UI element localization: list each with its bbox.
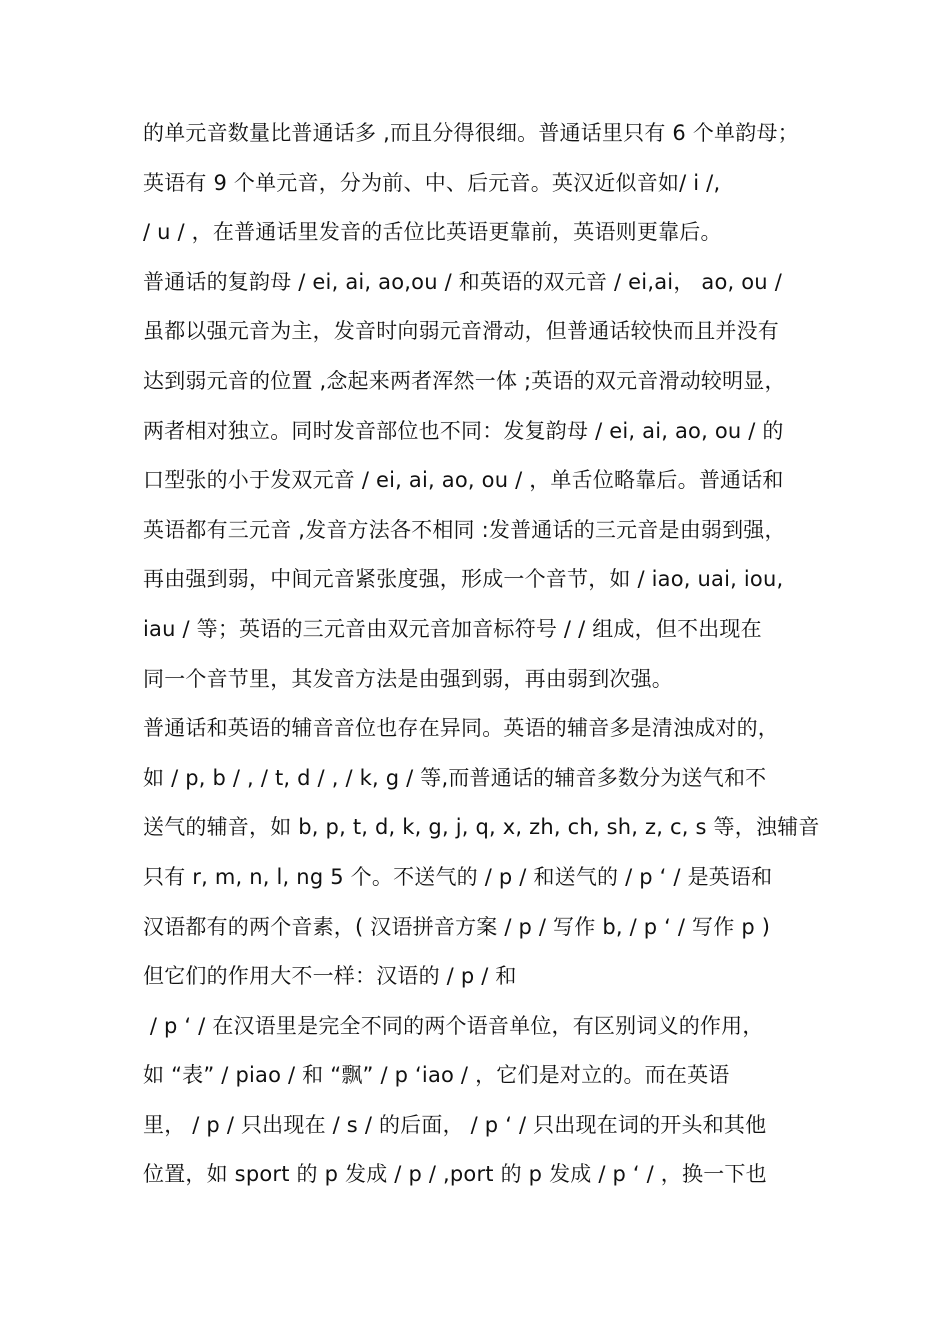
text-line: 虽都以强元音为主，发音时向弱元音滑动，但普通话较快而且并没有 (143, 319, 779, 344)
text-line: 普通话的复韵母 / ei, ai, ao,ou / 和英语的双元音 / ei,ai， ao, ou / (143, 269, 782, 294)
text-line: 位置，如 sport 的 p 发成 / p / ,port 的 p 发成 / p ‘ / ，换一下也 (143, 1162, 767, 1187)
text-line: 只有 r, m, n, l, ng 5 个。不送气的 / p / 和送气的 / p ‘ / 是英语和 (143, 864, 773, 889)
text-line: 普通话和英语的辅音音位也存在异同。英语的辅音多是清浊成对的， (143, 716, 779, 741)
text-line: 送气的辅音，如 b, p, t, d, k, g, j, q, x, zh, ch, sh, z, c, s 等，浊辅音 (143, 815, 820, 840)
text-line: iau / 等；英语的三元音由双元音加音标符号 / / 组成，但不出现在 (143, 616, 762, 641)
text-line: 同一个音节里，其发音方法是由强到弱，再由弱到次强。 (143, 666, 673, 691)
text-line: 达到弱元音的位置 ,念起来两者浑然一体 ;英语的双元音滑动较明显， (143, 368, 786, 393)
text-line: 英语有 9 个单元音，分为前、中、后元音。英汉近似音如/ i /, (143, 170, 721, 195)
text-line: 里， / p / 只出现在 / s / 的后面， / p ‘ / 只出现在词的开头和其他 (143, 1112, 767, 1137)
text-line: 口型张的小于发双元音 / ei, ai, ao, ou / ，单舌位略靠后。普通话和 (143, 468, 784, 493)
text-line: 汉语都有的两个音素，( 汉语拼音方案 / p / 写作 b, / p ‘ / 写作 p ) (143, 914, 771, 939)
text-line: 如 / p, b / , / t, d / , / k, g / 等,而普通话的辅音多数分为送气和不 (143, 765, 767, 790)
text-line: 英语都有三元音 ,发音方法各不相同 :发普通话的三元音是由弱到强， (143, 517, 786, 542)
text-line: 但它们的作用大不一样：汉语的 / p / 和 (143, 964, 517, 989)
text-line: 的单元音数量比普通话多 ,而且分得很细。普通话里只有 6 个单韵母； (143, 121, 799, 145)
text-line: 两者相对独立。同时发音部位也不同：发复韵母 / ei, ai, ao, ou / 的 (143, 418, 784, 443)
body-text (143, 113, 823, 1204)
text-line: / p ‘ / 在汉语里是完全不同的两个语音单位，有区别词义的作用， (143, 1013, 764, 1038)
text-line: 再由强到弱，中间元音紧张度强，形成一个音节，如 / iao, uai, iou, (143, 567, 784, 592)
text-line: 如 “表” / piao / 和 “飘” / p ‘iao / ，它们是对立的。而在英语 (143, 1063, 730, 1088)
text-line: / u / ，在普通话里发音的舌位比英语更靠前，英语则更靠后。 (143, 220, 722, 245)
